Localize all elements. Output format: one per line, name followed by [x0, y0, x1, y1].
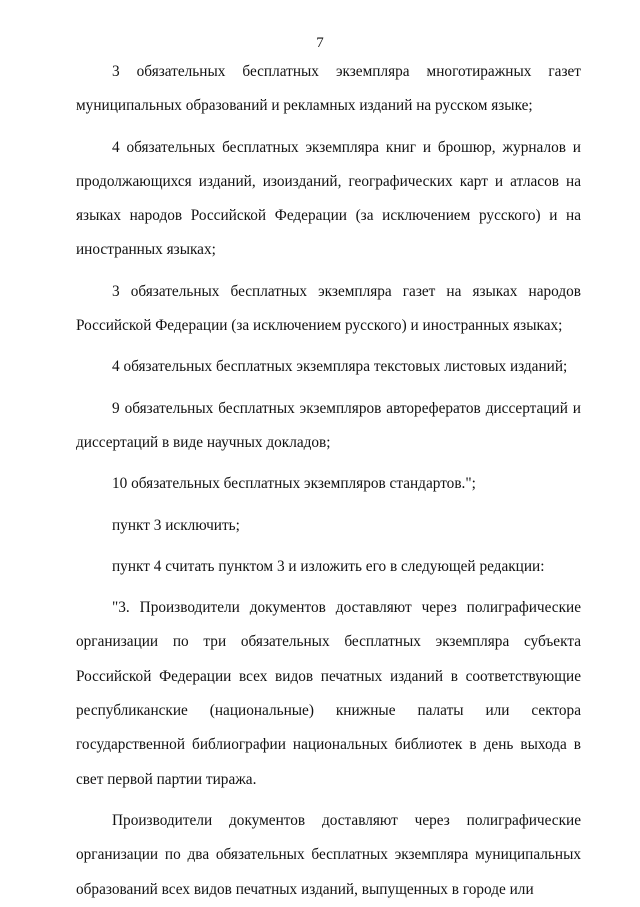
paragraph-2: 4 обязательных бесплатных экземпляра книг и брошюр, журналов и продолжающихся изданий, изоизданий, географических карт и атласов на языках народов Российской Федерации (за исключением русского) и на иностранных языках; — [76, 138, 581, 259]
paragraph-5: 9 обязательных бесплатных экземпляров авторефератов диссертаций и диссертаций в виде научных докладов; — [76, 399, 581, 451]
paragraph-9: "3. Производители документов доставляют через полиграфические организации по три обязательных бесплатных экземпляра субъекта Российской Федерации всех видов печатных изданий в соответствующие республиканские (национальные) книжные палаты или сектора государственной библиографии национальных библиотек в день выхода в свет первой партии тиража. — [76, 599, 581, 788]
paragraph-1: 3 обязательных бесплатных экземпляра многотиражных газет муниципальных образований и рекламных изданий на русском языке; — [76, 63, 581, 115]
paragraph-7: пункт 3 исключить; — [112, 516, 240, 534]
paragraph-10: Производители документов доставляют через полиграфические организации по два обязательных бесплатных экземпляра муниципальных образований всех видов печатных изданий, выпущенных в городе или — [76, 811, 581, 898]
paragraph-8: пункт 4 считать пунктом 3 и изложить его в следующей редакции: — [112, 557, 545, 575]
paragraph-6: 10 обязательных бесплатных экземпляров стандартов."; — [112, 475, 476, 493]
paragraph-3: 3 обязательных бесплатных экземпляра газет на языках народов Российской Федерации (за исключением русского) и иностранных языках; — [76, 282, 581, 335]
document-body — [76, 55, 581, 907]
paragraph-4: 4 обязательных бесплатных экземпляра текстовых листовых изданий; — [112, 358, 568, 376]
page-number: 7 — [316, 35, 324, 51]
